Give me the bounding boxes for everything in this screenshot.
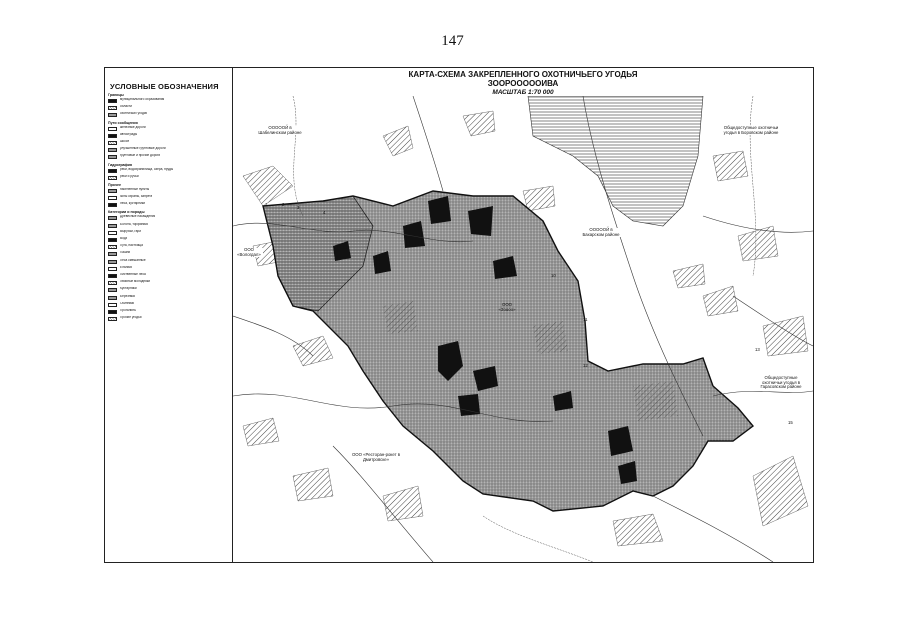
legend-group-heading: Прочее [108, 182, 121, 187]
legend-item [108, 273, 229, 279]
legend-swatch [108, 238, 117, 242]
legend-swatch [108, 260, 117, 264]
legend-swatch [108, 203, 117, 207]
legend-swatch [108, 274, 117, 278]
legend-swatch [108, 310, 117, 314]
legend-group-heading: Границы [108, 93, 124, 97]
legend-item-label: Пашни [120, 251, 131, 255]
legend-item [108, 309, 229, 315]
legend-item [108, 230, 229, 236]
map-title: КАРТА-СХЕМА ЗАКРЕПЛЕННОГО ОХОТНИЧЬЕГО УГОДЬЯ [408, 70, 638, 79]
point-number: 13 [755, 347, 760, 352]
label-left-org: ООО «Вологдал» [235, 248, 263, 257]
legend-item-label: Болота, торфяники [120, 222, 149, 226]
legend-item-label: Осинники [120, 301, 135, 305]
legend-group-heading: Гидрография [108, 162, 132, 167]
legend-item [108, 195, 229, 201]
legend-swatch [108, 281, 117, 285]
legend-item [108, 154, 229, 160]
legend-swatch [108, 148, 117, 152]
legend-swatch [108, 252, 117, 256]
legend-item [108, 105, 229, 111]
legend-item-label: Хвойные молодняки [120, 280, 151, 284]
legend-item [108, 98, 229, 104]
legend-swatch [108, 196, 117, 200]
legend-swatch [108, 127, 117, 131]
legend-item-label: автострады [120, 132, 138, 136]
legend-item-label: улучшенные грунтовые дороги [120, 147, 166, 151]
legend-item-label: леса, кустарники [120, 202, 146, 206]
point-number: 11 [583, 317, 588, 322]
legend-panel [105, 68, 233, 562]
legend-swatch [108, 113, 117, 117]
legend-item-label: Прочие угодья [120, 316, 142, 320]
map-canvas [233, 96, 813, 562]
point-number: 3 [297, 205, 300, 210]
legend-swatch [108, 155, 117, 159]
legend-item [108, 237, 229, 243]
legend-swatch [108, 134, 117, 138]
legend-swatch [108, 189, 117, 193]
legend-swatch [108, 267, 117, 271]
legend-swatch [108, 317, 117, 321]
legend-item [108, 147, 229, 153]
label-top-right-area: Общедоступные охотничьи угодья в Боровском районе [720, 126, 782, 135]
label-right-org: Общедоступные охотничьи угодья в Гарасовском районе [755, 376, 807, 390]
label-bottom-org: ООО «Ресторан-рокет в Дмитровске» [351, 452, 401, 462]
map-frame [104, 67, 814, 563]
legend-item-label: реки, водохранилища, озера, пруды [120, 167, 174, 171]
legend-item [108, 302, 229, 308]
legend-group-heading: Пути сообщения [108, 120, 138, 125]
point-number: 1 [265, 202, 268, 207]
legend-item [108, 295, 229, 301]
label-center-org: ООО «Зоооо» [498, 302, 516, 312]
point-number: 15 [788, 420, 793, 425]
label-top-left-district: ОООООЙ в Шабелинском районе [255, 126, 305, 135]
point-number: 12 [583, 363, 588, 368]
legend-item [108, 266, 229, 272]
legend-item [108, 316, 229, 322]
legend-item [108, 202, 229, 208]
legend-swatch [108, 288, 117, 292]
legend-item [108, 259, 229, 265]
legend-list [108, 93, 229, 322]
legend-swatch [108, 169, 117, 173]
legend-item-label: Кустарники [120, 287, 137, 291]
map-scale: МАСШТАБ 1:70 000 [492, 89, 554, 96]
legend-item-label: Прогалины [120, 308, 137, 312]
legend-item-label: Лиственные леса [120, 272, 146, 276]
map-subtitle: ЗООРООООOИВА [487, 79, 559, 88]
legend-item-label: Древесные насаждения [120, 215, 156, 219]
legend-item-label: Вырубки, гари [120, 229, 141, 233]
legend-swatch [108, 106, 117, 110]
legend-swatch [108, 141, 117, 145]
legend-swatch [108, 224, 117, 228]
legend-item [108, 112, 229, 118]
legend-item-label: Леса смешанные [120, 258, 146, 262]
map-title-block [233, 70, 813, 96]
label-right-mid-district: ОООООЙ в Бахарском районе [582, 227, 620, 237]
legend-item [108, 140, 229, 146]
legend-item [108, 133, 229, 139]
page-number: 147 [441, 33, 464, 49]
legend-item-label: шоссе [120, 139, 130, 143]
legend-group-heading: Категории и породы [108, 210, 145, 215]
legend-item-label: Луга, пастбища [120, 244, 143, 248]
legend-item-label: охотничьих угодий [120, 112, 148, 116]
legend-item-label: Вода [120, 237, 128, 240]
legend-item-label: муниципального образования [120, 98, 165, 101]
legend-item [108, 126, 229, 132]
legend-item [108, 280, 229, 286]
legend-swatch [108, 303, 117, 307]
legend-item-label: населенные пункты [120, 187, 150, 191]
point-number: 10 [551, 273, 556, 278]
legend-item [108, 251, 229, 257]
legend-swatch [108, 176, 117, 180]
legend-item [108, 223, 229, 229]
legend-item-label: Ельники [120, 265, 133, 269]
legend-item-label: железные дороги [120, 125, 146, 129]
striped-area [528, 96, 703, 226]
legend-item [108, 244, 229, 250]
legend-swatch [108, 231, 117, 235]
point-number: 2 [282, 202, 285, 207]
legend-item [108, 168, 229, 174]
legend-swatch [108, 216, 117, 220]
legend-title: УСЛОВНЫЕ ОБОЗНАЧЕНИЯ [110, 82, 219, 91]
legend-swatch [108, 296, 117, 300]
legend-item [108, 188, 229, 194]
legend-item-label: реки и ручьи [120, 174, 139, 178]
point-number: 4 [323, 210, 326, 215]
legend-item-label: области [120, 105, 132, 109]
legend-item-label: грунтовые и прочие дороги [120, 154, 161, 158]
legend-item [108, 287, 229, 293]
legend-item [108, 175, 229, 181]
legend-item [108, 215, 229, 221]
legend-item-label: Березняки [120, 294, 136, 298]
legend-swatch [108, 245, 117, 249]
legend-swatch [108, 99, 117, 103]
legend-item-label: зоны охраны, запрета [120, 195, 153, 199]
